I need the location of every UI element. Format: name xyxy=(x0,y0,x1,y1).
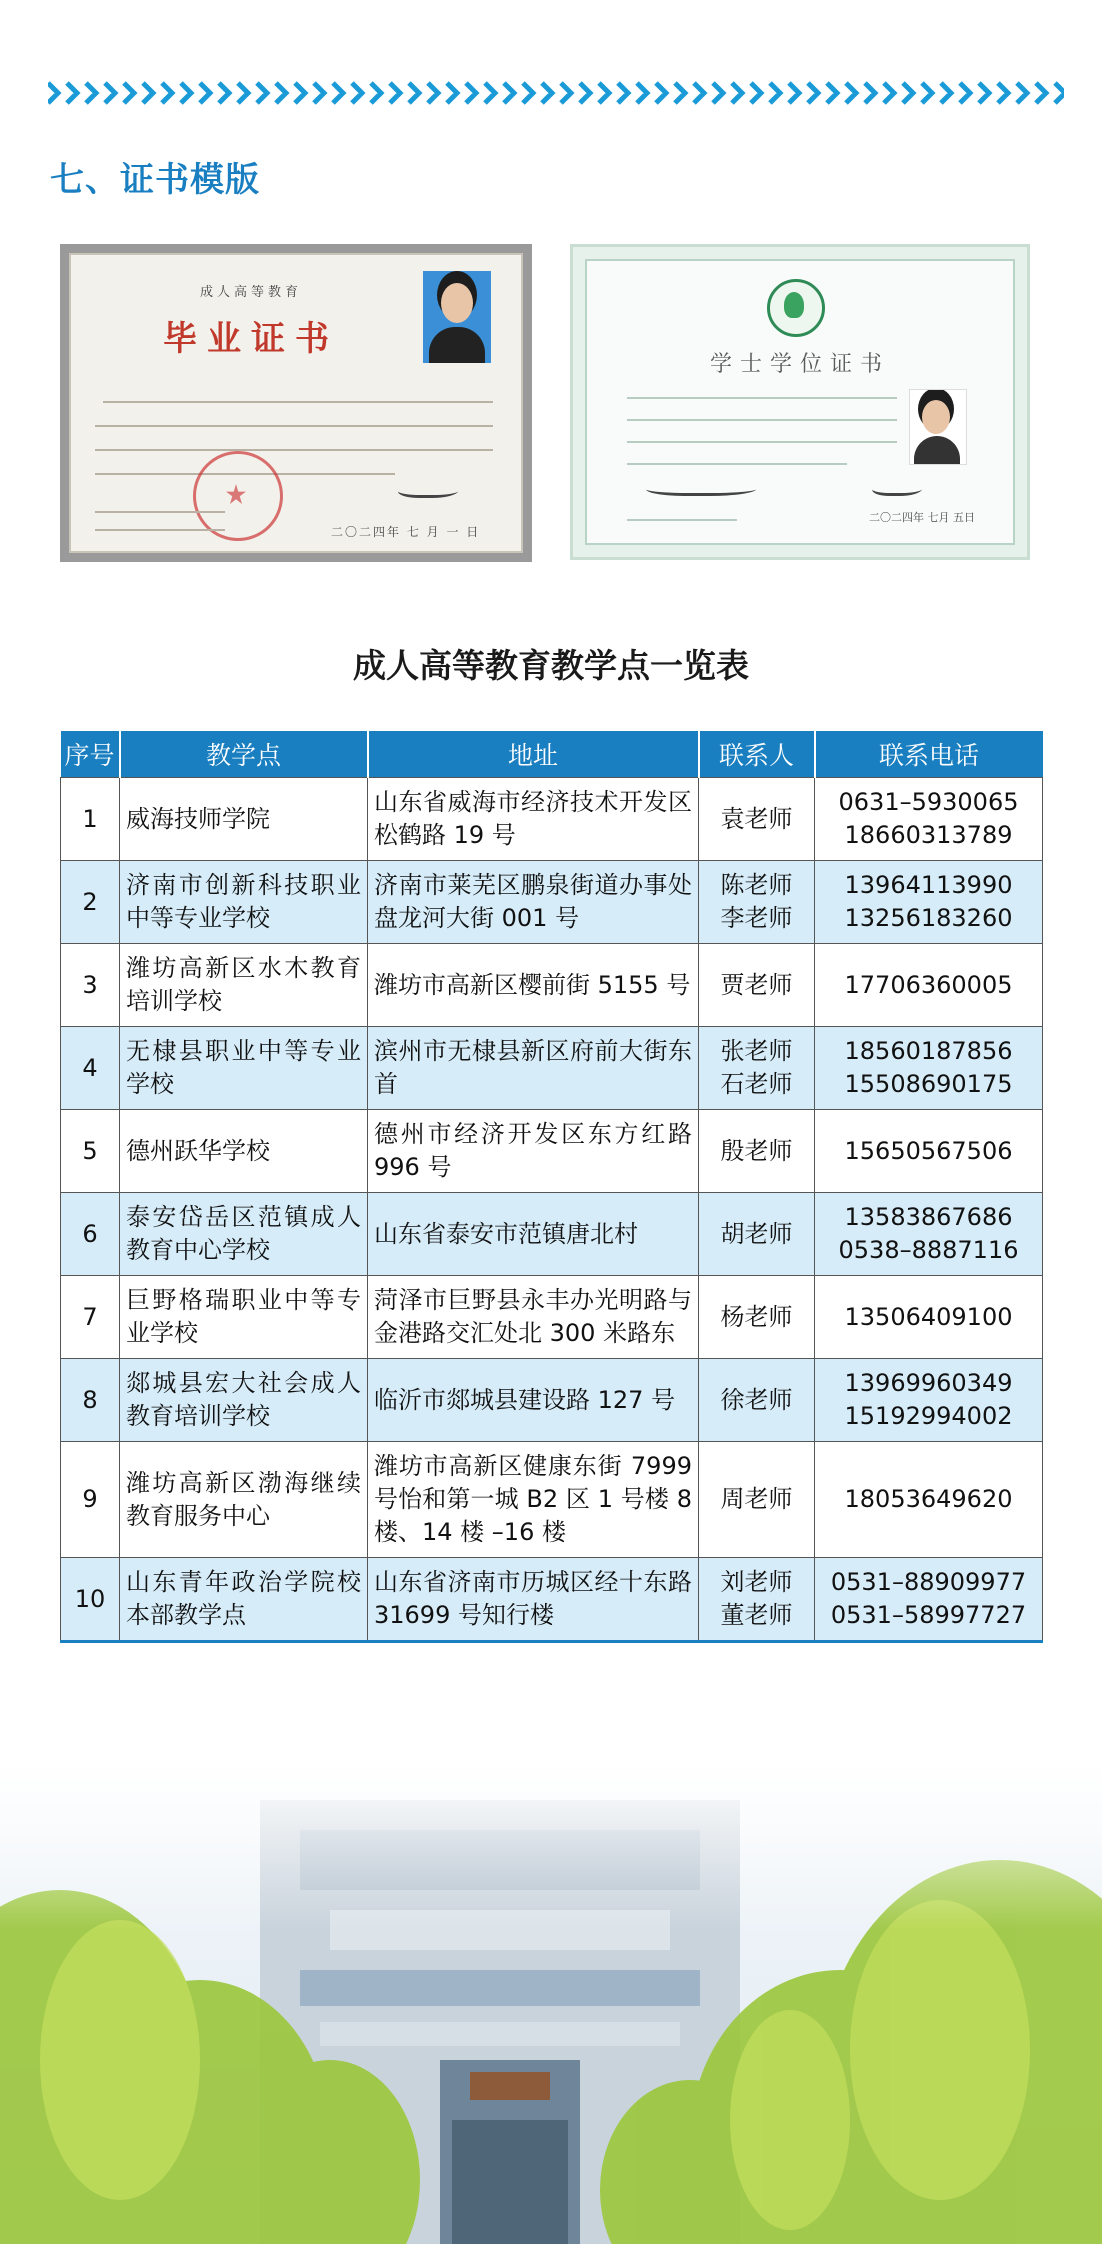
contact-phone: 18053649620 xyxy=(815,1442,1043,1558)
certificate-title: 毕业证书 xyxy=(163,319,339,359)
row-number: 7 xyxy=(61,1276,120,1359)
certificate-institution-line: 成人高等教育 xyxy=(199,285,302,300)
teaching-site: 德州跃华学校 xyxy=(120,1110,368,1193)
contact-person: 刘老师 董老师 xyxy=(699,1558,815,1642)
header-contact: 联系人 xyxy=(699,731,815,778)
row-number: 1 xyxy=(61,778,120,861)
table-row xyxy=(61,1558,1043,1642)
address: 潍坊市高新区樱前街 5155 号 xyxy=(368,944,699,1027)
degree-certificate-date: 二〇二四年 七月 五日 xyxy=(869,511,975,524)
teaching-sites-table xyxy=(60,731,1043,1643)
campus-photo xyxy=(0,1760,1102,2244)
row-number: 4 xyxy=(61,1027,120,1110)
table-row xyxy=(61,944,1043,1027)
address: 济南市莱芜区鹏泉街道办事处盘龙河大街 001 号 xyxy=(368,861,699,944)
teaching-site: 山东青年政治学院校本部教学点 xyxy=(120,1558,368,1642)
contact-person: 徐老师 xyxy=(699,1359,815,1442)
teaching-site: 潍坊高新区渤海继续教育服务中心 xyxy=(120,1442,368,1558)
contact-phone: 13583867686 0538–8887116 xyxy=(815,1193,1043,1276)
table-header-row xyxy=(61,731,1043,778)
row-number: 2 xyxy=(61,861,120,944)
teaching-site: 威海技师学院 xyxy=(120,778,368,861)
address: 山东省威海市经济技术开发区松鹤路 19 号 xyxy=(368,778,699,861)
teaching-site: 潍坊高新区水木教育培训学校 xyxy=(120,944,368,1027)
contact-phone: 13969960349 15192994002 xyxy=(815,1359,1043,1442)
teaching-site: 郯城县宏大社会成人教育培训学校 xyxy=(120,1359,368,1442)
table-row xyxy=(61,778,1043,861)
certificate-date: 二〇二四年 七 月 一 日 xyxy=(331,525,481,539)
teaching-site: 巨野格瑞职业中等专业学校 xyxy=(120,1276,368,1359)
table-row xyxy=(61,1442,1043,1558)
row-number: 9 xyxy=(61,1442,120,1558)
address: 山东省济南市历城区经十东路 31699 号知行楼 xyxy=(368,1558,699,1642)
teaching-site: 济南市创新科技职业中等专业学校 xyxy=(120,861,368,944)
contact-phone: 17706360005 xyxy=(815,944,1043,1027)
address: 潍坊市高新区健康东街 7999 号怡和第一城 B2 区 1 号楼 8 楼、14 楼 –16 楼 xyxy=(368,1442,699,1558)
table-title: 成人高等教育教学点一览表 xyxy=(353,646,749,685)
header-address: 地址 xyxy=(368,731,699,778)
table-row xyxy=(61,1027,1043,1110)
table-row xyxy=(61,1193,1043,1276)
table-row xyxy=(61,1110,1043,1193)
contact-person: 贾老师 xyxy=(699,944,815,1027)
header-phone: 联系电话 xyxy=(815,731,1043,778)
address: 德州市经济开发区东方红路 996 号 xyxy=(368,1110,699,1193)
contact-person: 胡老师 xyxy=(699,1193,815,1276)
row-number: 10 xyxy=(61,1558,120,1642)
contact-person: 殷老师 xyxy=(699,1110,815,1193)
row-number: 3 xyxy=(61,944,120,1027)
contact-phone: 0531–88909977 0531–58997727 xyxy=(815,1558,1043,1642)
chair-signature xyxy=(870,479,926,496)
official-seal xyxy=(193,451,283,541)
contact-person: 张老师 石老师 xyxy=(699,1027,815,1110)
contact-phone: 0631–5930065 18660313789 xyxy=(815,778,1043,861)
contact-phone: 18560187856 15508690175 xyxy=(815,1027,1043,1110)
degree-certificate-title: 学士学位证书 xyxy=(709,352,890,377)
row-number: 5 xyxy=(61,1110,120,1193)
contact-person: 周老师 xyxy=(699,1442,815,1558)
contact-phone: 13506409100 xyxy=(815,1276,1043,1359)
table-row xyxy=(61,861,1043,944)
table-row xyxy=(61,1359,1043,1442)
row-number: 6 xyxy=(61,1193,120,1276)
address: 菏泽市巨野县永丰办光明路与金港路交汇处北 300 米路东 xyxy=(368,1276,699,1359)
chevron-divider xyxy=(48,80,1064,106)
contact-person: 袁老师 xyxy=(699,778,815,861)
header-site: 教学点 xyxy=(120,731,368,778)
table-row xyxy=(61,1276,1043,1359)
contact-person: 陈老师 李老师 xyxy=(699,861,815,944)
president-signature xyxy=(644,479,760,496)
signature xyxy=(396,481,462,498)
header-no: 序号 xyxy=(61,731,120,778)
school-emblem xyxy=(767,279,825,337)
student-photo xyxy=(423,271,491,363)
graduation-certificate-image xyxy=(60,244,532,562)
teaching-site: 无棣县职业中等专业学校 xyxy=(120,1027,368,1110)
contact-person: 杨老师 xyxy=(699,1276,815,1359)
teaching-site: 泰安岱岳区范镇成人教育中心学校 xyxy=(120,1193,368,1276)
address: 滨州市无棣县新区府前大街东首 xyxy=(368,1027,699,1110)
address: 山东省泰安市范镇唐北村 xyxy=(368,1193,699,1276)
degree-certificate-image xyxy=(570,244,1030,560)
contact-phone: 13964113990 13256183260 xyxy=(815,861,1043,944)
row-number: 8 xyxy=(61,1359,120,1442)
address: 临沂市郯城县建设路 127 号 xyxy=(368,1359,699,1442)
section-heading: 七、证书模版 xyxy=(50,160,260,200)
contact-phone: 15650567506 xyxy=(815,1110,1043,1193)
graduate-photo xyxy=(909,389,967,465)
